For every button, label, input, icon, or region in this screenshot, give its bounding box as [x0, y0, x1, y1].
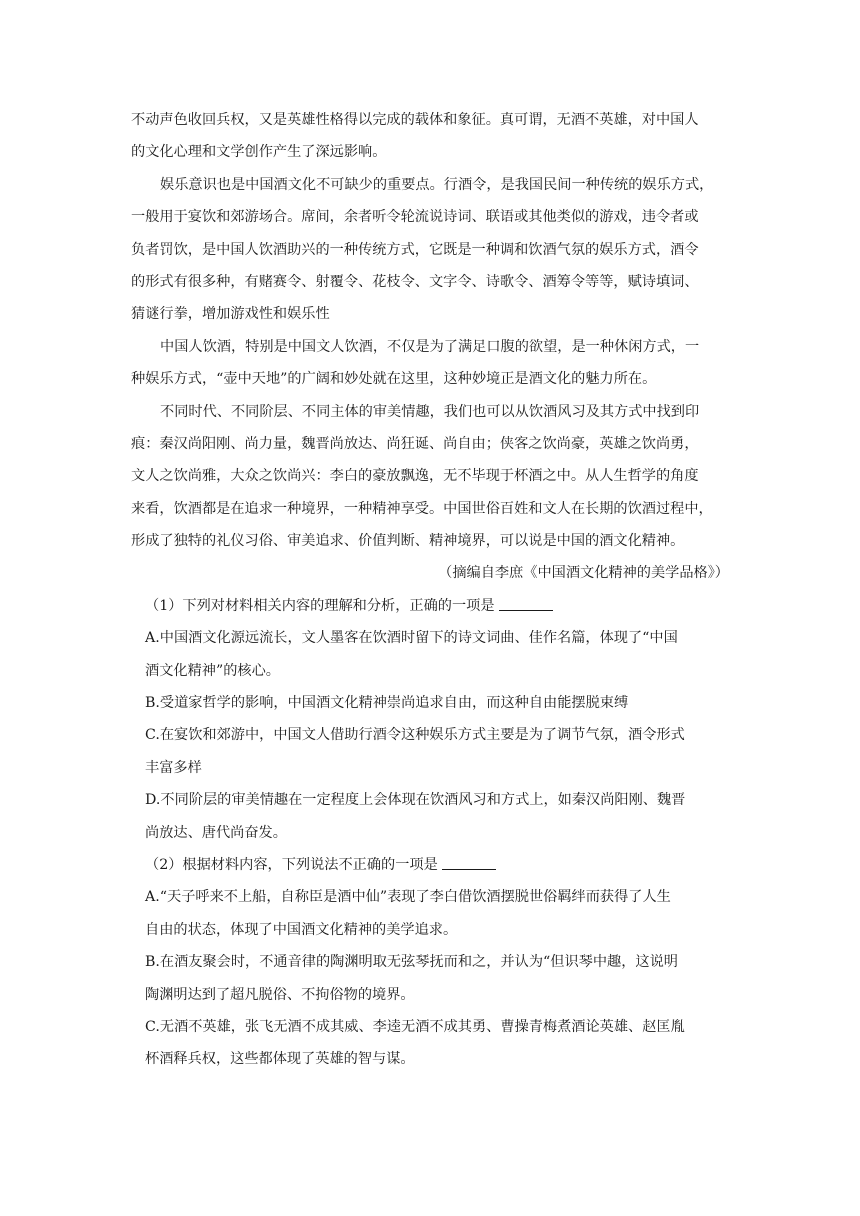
option-line: B.在酒友聚会时，不通音律的陶渊明取无弦琴抚而和之，并认为“但识琴中趣，这说明 — [145, 954, 678, 971]
option-line: 丰富多样 — [145, 759, 202, 776]
passage-line: 文人之饮尚雅，大众之饮尚兴：李白的豪放飘逸，无不毕现于杯酒之中。从人生哲学的角度 — [131, 468, 699, 485]
passage-line: 形成了独特的礼仪习俗、审美追求、价值判断、精神境界，可以说是中国的酒文化精神。 — [131, 533, 685, 550]
option-line: D.不同阶层的审美情趣在一定程度上会体现在饮酒风习和方式上，如秦汉尚阳刚、魏晋 — [145, 792, 686, 809]
question-1-text: （1）下列对材料相关内容的理解和分析，正确的一项是 — [145, 597, 495, 614]
passage-line: 负者罚饮，是中国人饮酒助兴的一种传统方式，它既是一种调和饮酒气氛的娱乐方式，酒令 — [131, 241, 699, 258]
option-line: 自由的状态，体现了中国酒文化精神的美学追求。 — [145, 921, 458, 938]
option-line: 酒文化精神”的核心。 — [145, 662, 280, 679]
option-line: A.“天子呼来不上船，自称臣是酒中仙”表现了李白借饮酒摆脱世俗羁绊而获得了人生 — [145, 889, 671, 906]
passage-line: 来看，饮酒都是在追求一种境界，一种精神享受。中国世俗百姓和文人在长期的饮酒过程中， — [131, 500, 713, 517]
option-line: A.中国酒文化源远流长，文人墨客在饮酒时留下的诗文词曲、佳作名篇，体现了“中国 — [145, 630, 678, 647]
passage-line: 种娱乐方式，“壶中天地”的广阔和妙处就在这里，这种妙境正是酒文化的魅力所在。 — [131, 371, 657, 388]
source-citation: （摘编自李庶《中国酒文化精神的美学品格》） — [438, 565, 729, 582]
option-line: C.无酒不英雄，张飞无酒不成其威、李逵无酒不成其勇、曹操青梅煮酒论英雄、赵匡胤 — [145, 1018, 685, 1035]
passage-line: 娱乐意识也是中国酒文化不可缺少的重要点。行酒令，是我国民间一种传统的娱乐方式， — [160, 176, 714, 193]
passage-line: 不动声色收回兵权，又是英雄性格得以完成的载体和象征。真可谓，无酒不英雄，对中国人 — [131, 112, 699, 128]
question-2-stem — [131, 849, 729, 881]
passage-line: 中国人饮酒，特别是中国文人饮酒，不仅是为了满足口腹的欲望，是一种休闲方式，一 — [160, 338, 700, 355]
answer-blank[interactable] — [499, 594, 553, 611]
option-line: B.受道家哲学的影响，中国酒文化精神崇尚追求自由，而这种自由能摆脱束缚 — [145, 695, 629, 712]
passage-line: 的文化心理和文学创作产生了深远影响。 — [131, 144, 387, 161]
passage-line: 猜谜行拳，增加游戏性和娱乐性 — [131, 306, 330, 323]
document-page — [131, 104, 729, 1076]
option-line: 陶渊明达到了超凡脱俗、不拘俗物的境界。 — [145, 986, 415, 1003]
passage-line: 的形式有很多种，有赌赛令、射覆令、花枝令、文字令、诗歌令、酒筹令等等，赋诗填词、 — [131, 273, 699, 290]
passage-line: 一般用于宴饮和郊游场合。席间，余者听令轮流说诗词、联语或其他类似的游戏，违令者或 — [131, 209, 699, 226]
answer-blank[interactable] — [442, 853, 496, 870]
question-2-text: （2）根据材料内容，下列说法不正确的一项是 — [145, 856, 438, 873]
option-line: C.在宴饮和郊游中，中国文人借助行酒令这种娱乐方式主要是为了调节气氛，酒令形式 — [145, 727, 685, 744]
passage-line: 不同时代、不同阶层、不同主体的审美情趣，我们也可以从饮酒风习及其方式中找到印 — [160, 403, 700, 420]
passage-line: 痕：秦汉尚阳刚、尚力量，魏晋尚放达、尚狂诞、尚自由；侠客之饮尚豪，英雄之饮尚勇， — [131, 435, 699, 452]
option-line: 杯酒释兵权，这些都体现了英雄的智与谋。 — [145, 1051, 415, 1068]
option-line: 尚放达、唐代尚奋发。 — [145, 824, 287, 841]
question-1-stem — [131, 590, 729, 622]
